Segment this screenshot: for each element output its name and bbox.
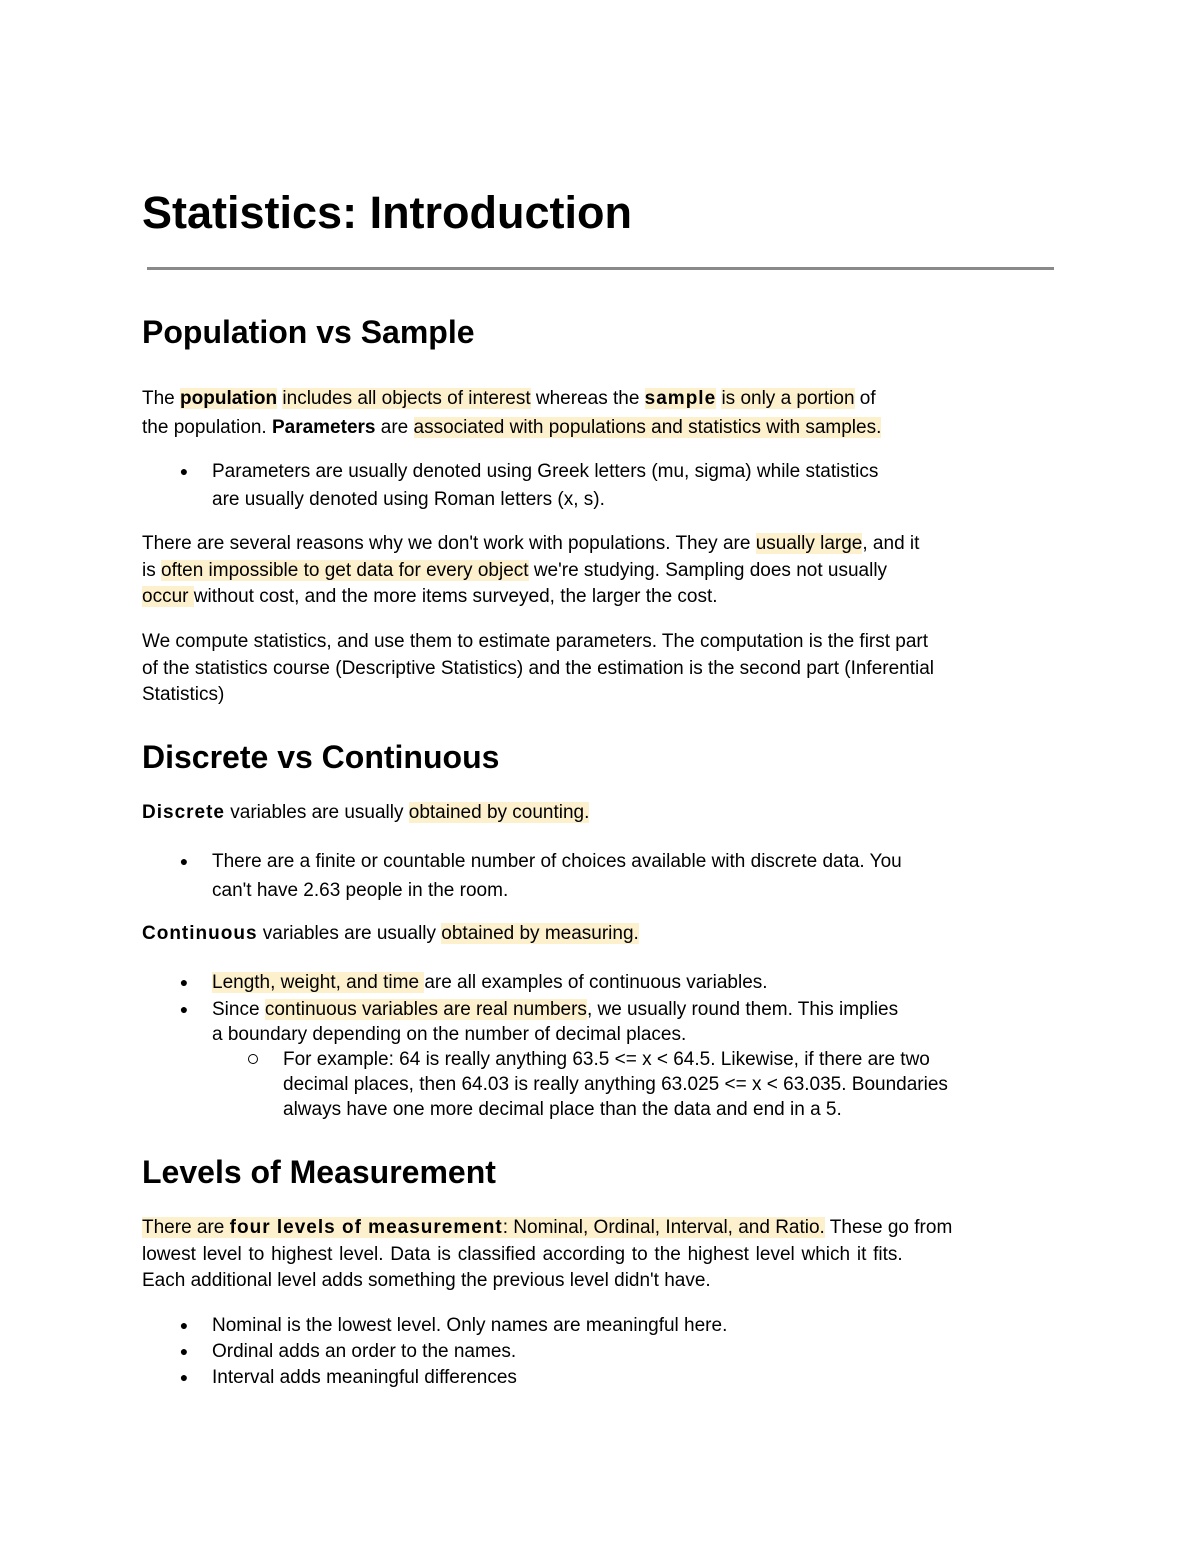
list-item-continuation: are usually denoted using Roman letters (x, s). bbox=[212, 489, 605, 510]
list-item: ● Length, weight, and time are all examples of continuous variables. bbox=[212, 970, 768, 996]
paragraph-reasons-line2: is often impossible to get data for every object we're studying. Sampling does not usually bbox=[142, 560, 888, 581]
paragraph-compute-line1: We compute statistics, and use them to estimate parameters. The computation is the first part bbox=[142, 631, 929, 652]
paragraph-population-line2: the population. Parameters are associated with populations and statistics with samples. bbox=[142, 417, 882, 438]
sub-list-item: For example: 64 is really anything 63.5 <= x < 64.5. Likewise, if there are two bbox=[283, 1047, 930, 1073]
list-item: ● Interval adds meaningful differences bbox=[212, 1365, 517, 1391]
page-title: Statistics: Introduction bbox=[142, 187, 633, 238]
bullet-icon: ● bbox=[179, 853, 189, 869]
bullet-icon: ● bbox=[179, 1343, 189, 1359]
bullet-icon: ● bbox=[179, 1001, 189, 1017]
bullet-icon: ● bbox=[179, 974, 189, 990]
heading-levels-of-measurement: Levels of Measurement bbox=[142, 1154, 496, 1190]
list-item-continuation: can't have 2.63 people in the room. bbox=[212, 880, 509, 901]
paragraph-reasons-line3: occur without cost, and the more items surveyed, the larger the cost. bbox=[142, 586, 718, 607]
paragraph-levels-line1: There are four levels of measurement: Nominal, Ordinal, Interval, and Ratio. These go from bbox=[142, 1217, 953, 1238]
horizontal-rule bbox=[147, 267, 1054, 270]
sub-list-item-continuation: always have one more decimal place than the data and end in a 5. bbox=[283, 1099, 842, 1120]
paragraph-discrete: Discrete variables are usually obtained by counting. bbox=[142, 802, 590, 823]
list-item: ● There are a finite or countable number of choices available with discrete data. You bbox=[212, 849, 902, 875]
list-item: ● Ordinal adds an order to the names. bbox=[212, 1339, 516, 1365]
list-item: ● Nominal is the lowest level. Only names are meaningful here. bbox=[212, 1313, 727, 1339]
list-item-continuation: a boundary depending on the number of decimal places. bbox=[212, 1024, 687, 1045]
list-item: ● Since continuous variables are real numbers, we usually round them. This implies bbox=[212, 997, 898, 1023]
paragraph-continuous: Continuous variables are usually obtained by measuring. bbox=[142, 923, 639, 944]
list-item: ● Parameters are usually denoted using Greek letters (mu, sigma) while statistics bbox=[212, 459, 878, 485]
bullet-icon: ● bbox=[179, 1369, 189, 1385]
sub-list-item-continuation: decimal places, then 64.03 is really anything 63.025 <= x < 63.035. Boundaries bbox=[283, 1074, 948, 1095]
bullet-icon: ● bbox=[179, 1317, 189, 1333]
heading-population-vs-sample: Population vs Sample bbox=[142, 314, 475, 350]
hollow-bullet-icon bbox=[248, 1054, 258, 1064]
paragraph-levels-line2: lowest level to highest level. Data is classified according to the highest level which it fits. bbox=[142, 1244, 903, 1265]
bullet-icon: ● bbox=[179, 463, 189, 479]
paragraph-compute-line2: of the statistics course (Descriptive Statistics) and the estimation is the second part (Inferential bbox=[142, 658, 935, 679]
paragraph-levels-line3: Each additional level adds something the previous level didn't have. bbox=[142, 1270, 711, 1291]
paragraph-compute-line3: Statistics) bbox=[142, 684, 225, 705]
paragraph-reasons-line1: There are several reasons why we don't work with populations. They are usually large, and it bbox=[142, 533, 920, 554]
heading-discrete-vs-continuous: Discrete vs Continuous bbox=[142, 739, 500, 775]
paragraph-population-line1: The population includes all objects of interest whereas the sample is only a portion of bbox=[142, 388, 876, 409]
